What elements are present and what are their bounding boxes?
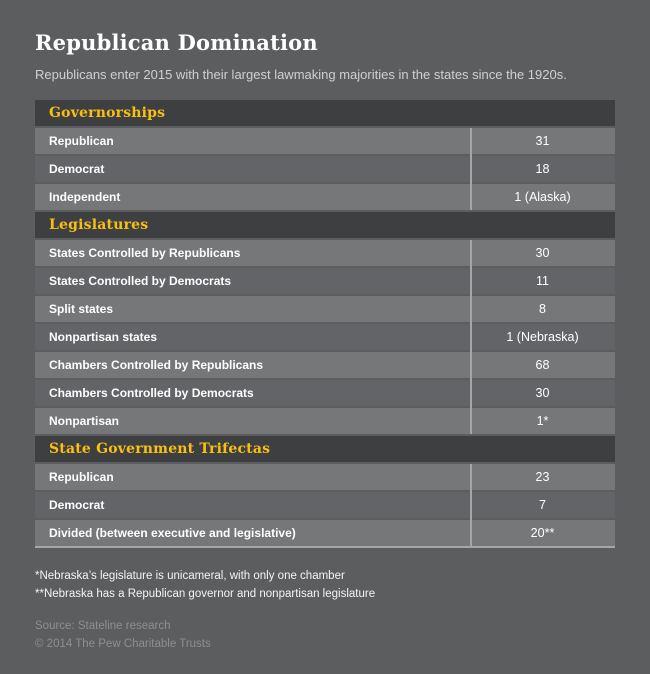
table-row [35,380,615,406]
table-row [35,128,615,154]
table-row [35,464,615,490]
column-divider [470,240,472,434]
table-row [35,296,615,322]
section-header-governorships [35,100,615,126]
table-row [35,520,615,546]
row-label: Divided (between executive and legislative) [49,526,296,540]
row-label: Independent [49,190,121,204]
section-header-label: Legislatures [49,217,149,233]
table-row [35,324,615,350]
row-label: Democrat [49,162,105,176]
table-row [35,240,615,266]
row-value: 30 [535,246,550,260]
section-header-legislatures [35,212,615,238]
table-row [35,352,615,378]
section-rows [35,240,615,434]
source-line: Source: Stateline research [35,620,171,632]
infographic [0,32,650,674]
row-label: Split states [49,302,114,316]
section-rows [35,464,615,548]
credits [35,617,615,653]
row-label: Nonpartisan [49,414,120,428]
page-subtitle: Republicans enter 2015 with their largest lawmaking majorities in the states since the 1920s. [35,67,567,82]
row-value: 1 (Nebraska) [506,330,579,344]
row-value: 23 [535,470,550,484]
row-label: Republican [49,134,114,148]
column-divider [470,128,472,210]
row-value: 31 [535,134,550,148]
row-label: Chambers Controlled by Democrats [49,386,254,400]
row-label: Nonpartisan states [49,330,158,344]
section-state-government-trifectas [35,436,615,548]
footnotes [35,567,615,603]
column-divider [470,464,472,546]
table-row [35,268,615,294]
footnote-unicameral: *Nebraska’s legislature is unicameral, with only one chamber [35,570,345,582]
table-row [35,184,615,210]
row-value: 7 [539,498,546,512]
page-title: Republican Domination [35,30,318,55]
row-value: 30 [535,386,550,400]
row-label: Democrat [49,498,105,512]
section-header-trifectas [35,436,615,462]
row-value: 8 [539,302,546,316]
row-label: States Controlled by Republicans [49,246,241,260]
row-value: 18 [535,162,550,176]
row-label: States Controlled by Democrats [49,274,232,288]
section-header-label: State Government Trifectas [49,441,271,457]
footnote-nebraska: **Nebraska has a Republican governor and nonpartisan legislature [35,588,376,600]
row-value: 1* [536,414,549,428]
table-row [35,408,615,434]
table-row [35,492,615,518]
section-legislatures [35,212,615,434]
row-label: Chambers Controlled by Republicans [49,358,264,372]
row-value: 11 [536,274,549,288]
copyright-line: © 2014 The Pew Charitable Trusts [35,638,211,650]
section-header-label: Governorships [49,105,166,121]
section-rows [35,128,615,210]
data-table [35,100,615,548]
table-row [35,156,615,182]
row-label: Republican [49,470,114,484]
row-value: 20** [530,526,555,540]
row-value: 1 (Alaska) [514,190,571,204]
section-governorships [35,100,615,210]
row-value: 68 [535,358,550,372]
